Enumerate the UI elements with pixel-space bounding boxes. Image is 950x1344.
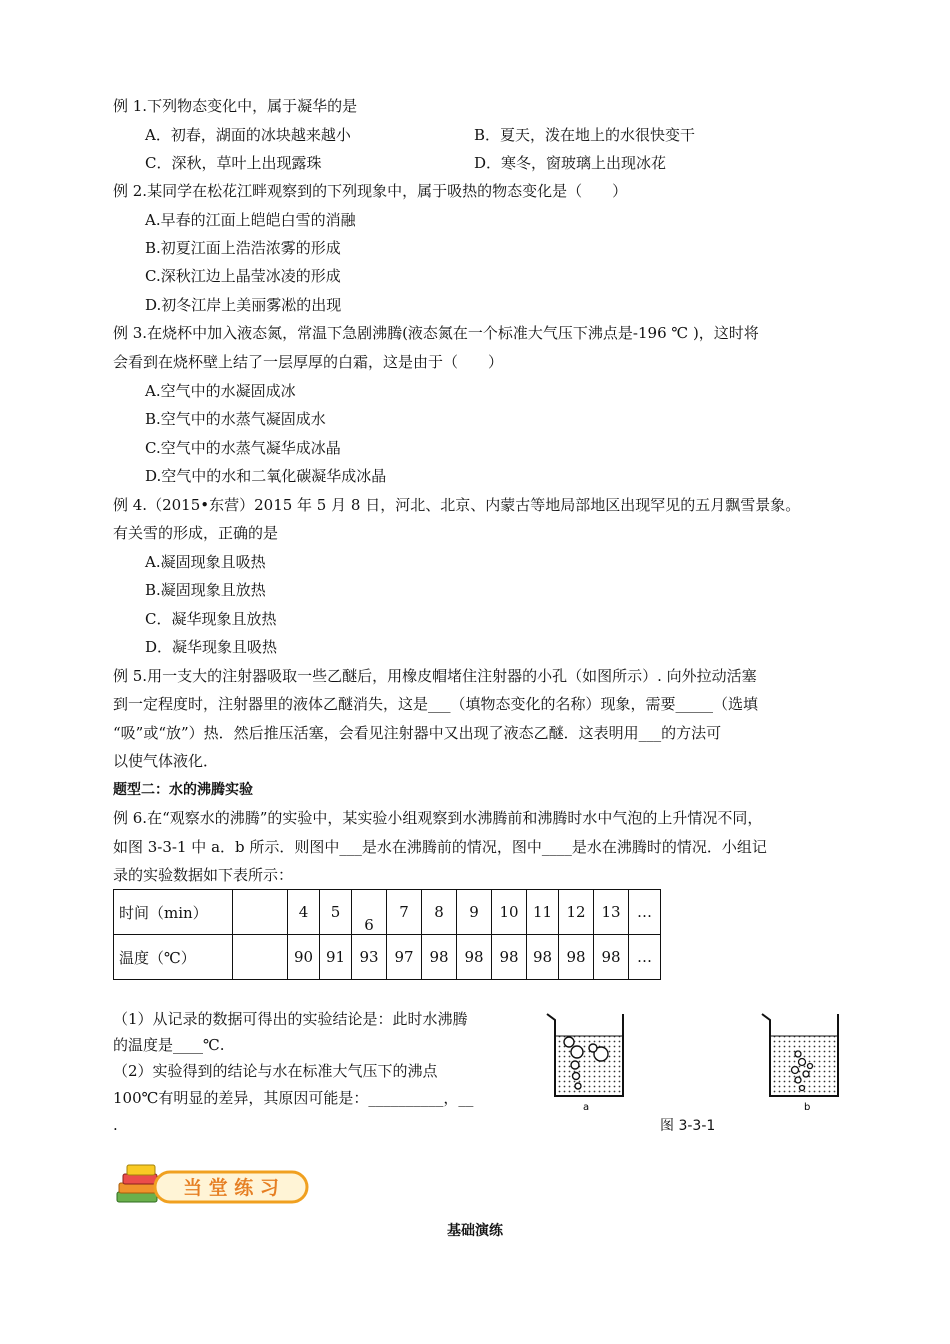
ex3-stem-line2: 会看到在烧杯壁上结了一层厚厚的白霜，这是由于（ ） (113, 353, 504, 371)
ex5-line4: 以使气体液化． (113, 752, 219, 770)
ex4-option-a: A.凝固现象且吸热 (145, 553, 266, 571)
ex6-line1: 例 6.在“观察水的沸腾”的实验中，某实验小组观察到水沸腾前和沸腾时水中气泡的上升情况不同， (113, 809, 763, 827)
ex2-option-d: D.初冬江岸上美丽雾凇的出现 (145, 296, 342, 314)
ex2-option-a: A.早春的江面上皑皑白雪的消融 (145, 211, 356, 229)
table-cell: 11 (527, 890, 559, 935)
ex3-option-a: A.空气中的水凝固成冰 (145, 382, 296, 400)
table-cell-text: 6 (364, 916, 374, 934)
ex6-line2: 如图 3-3-1 中 a．b 所示．则图中___是水在沸腾前的情况，图中____是水在沸腾时的情况．小组记 (113, 838, 767, 856)
ex2-option-b: B.初夏江面上浩浩浓雾的形成 (145, 239, 341, 257)
ex2-stem: 例 2.某同学在松花江畔观察到的下列现象中，属于吸热的物态变化是（ ） (113, 182, 628, 200)
ex6-question2-line1: （2）实验得到的结论与水在标准大气压下的沸点 (113, 1062, 438, 1080)
table-cell: 90 (288, 935, 320, 980)
table-cell: 98 (527, 935, 559, 980)
table-cell: 97 (387, 935, 422, 980)
ex4-option-c: C．凝华现象且放热 (145, 610, 277, 628)
figure-caption: 图 3-3-1 (660, 1118, 716, 1134)
table-cell: 98 (559, 935, 594, 980)
banner-text: 当 堂 练 习 (183, 1177, 279, 1199)
table-row-temp (114, 935, 661, 980)
table-cell: 98 (457, 935, 492, 980)
table-cell: 98 (594, 935, 629, 980)
ex5-line3: “吸”或“放”）热．然后推压活塞，会看见注射器中又出现了液态乙醚．这表明用___的方法可 (113, 724, 722, 742)
ex5-line2: 到一定程度时，注射器里的液体乙醚消失，这是___（填物态变化的名称）现象，需要_____（选填 (113, 695, 759, 713)
table-cell: … (629, 935, 661, 980)
table-cell: 98 (422, 935, 457, 980)
beaker-b-label: b (804, 1102, 811, 1113)
ex4-option-d: D．凝华现象且吸热 (145, 638, 278, 656)
ex6-question2-line3: . (113, 1116, 118, 1134)
table-cell (352, 890, 387, 935)
ex6-question1-line1: （1）从记录的数据可得出的实验结论是：此时水沸腾 (113, 1010, 468, 1028)
ex2-option-c: C.深秋江边上晶莹冰凌的形成 (145, 267, 341, 285)
table-cell: … (629, 890, 661, 935)
table-row-time (114, 890, 661, 935)
table-cell: 91 (320, 935, 352, 980)
ex3-option-b: B.空气中的水蒸气凝固成水 (145, 410, 326, 428)
table-cell: 98 (492, 935, 527, 980)
table-cell: 9 (457, 890, 492, 935)
table-cell: 10 (492, 890, 527, 935)
table-cell: 4 (288, 890, 320, 935)
books-icon (117, 1165, 157, 1202)
table-cell: 7 (387, 890, 422, 935)
ex1-option-c: C．深秋，草叶上出现露珠 (145, 154, 322, 172)
ex1-stem: 例 1.下列物态变化中，属于凝华的是 (113, 97, 358, 115)
ex3-option-d: D.空气中的水和二氧化碳凝华成冰晶 (145, 467, 387, 485)
ex6-question2-line2: 100℃有明显的差异，其原因可能是：__________，__ (113, 1089, 474, 1107)
ex6-line3: 录的实验数据如下表所示： (113, 866, 294, 884)
ex4-stem-line2: 有关雪的形成，正确的是 (113, 524, 279, 542)
section-title: 题型二：水的沸腾实验 (113, 782, 253, 798)
table-cell-blank (233, 890, 288, 935)
table-header-time: 时间（min） (114, 890, 233, 935)
table-cell: 12 (559, 890, 594, 935)
ex1-option-a: A．初春，湖面的冰块越来越小 (145, 126, 351, 144)
ex1-option-b: B．夏天，泼在地上的水很快变干 (474, 126, 696, 144)
ex3-option-c: C.空气中的水蒸气凝华成冰晶 (145, 439, 341, 457)
table-cell-blank (233, 935, 288, 980)
table-cell: 93 (352, 935, 387, 980)
data-table (113, 889, 661, 980)
ex1-option-d: D．寒冬，窗玻璃上出现冰花 (474, 154, 667, 172)
table-cell: 5 (320, 890, 352, 935)
ex3-stem-line1: 例 3.在烧杯中加入液态氮，常温下急剧沸腾(液态氮在一个标准大气压下沸点是-196 ℃ )，这时将 (113, 324, 759, 342)
practice-title: 基础演练 (447, 1223, 503, 1239)
ex4-stem-line1: 例 4.（2015•东营）2015 年 5 月 8 日，河北、北京、内蒙古等地局部地区出现罕见的五月飘雪景象。 (113, 496, 801, 514)
beaker-a-label: a (583, 1102, 590, 1113)
ex6-question1-line2: 的温度是____℃. (113, 1036, 225, 1054)
ex5-line1: 例 5.用一支大的注射器吸取一些乙醚后，用橡皮帽堵住注射器的小孔（如图所示）. 向外拉动活塞 (113, 667, 757, 685)
table-cell: 8 (422, 890, 457, 935)
table-header-temp: 温度（℃） (114, 935, 233, 980)
beaker-a-illustration (543, 1010, 635, 1114)
beaker-b-illustration (758, 1010, 850, 1114)
table-cell: 13 (594, 890, 629, 935)
ex4-option-b: B.凝固现象且放热 (145, 581, 266, 599)
practice-banner (113, 1162, 311, 1210)
